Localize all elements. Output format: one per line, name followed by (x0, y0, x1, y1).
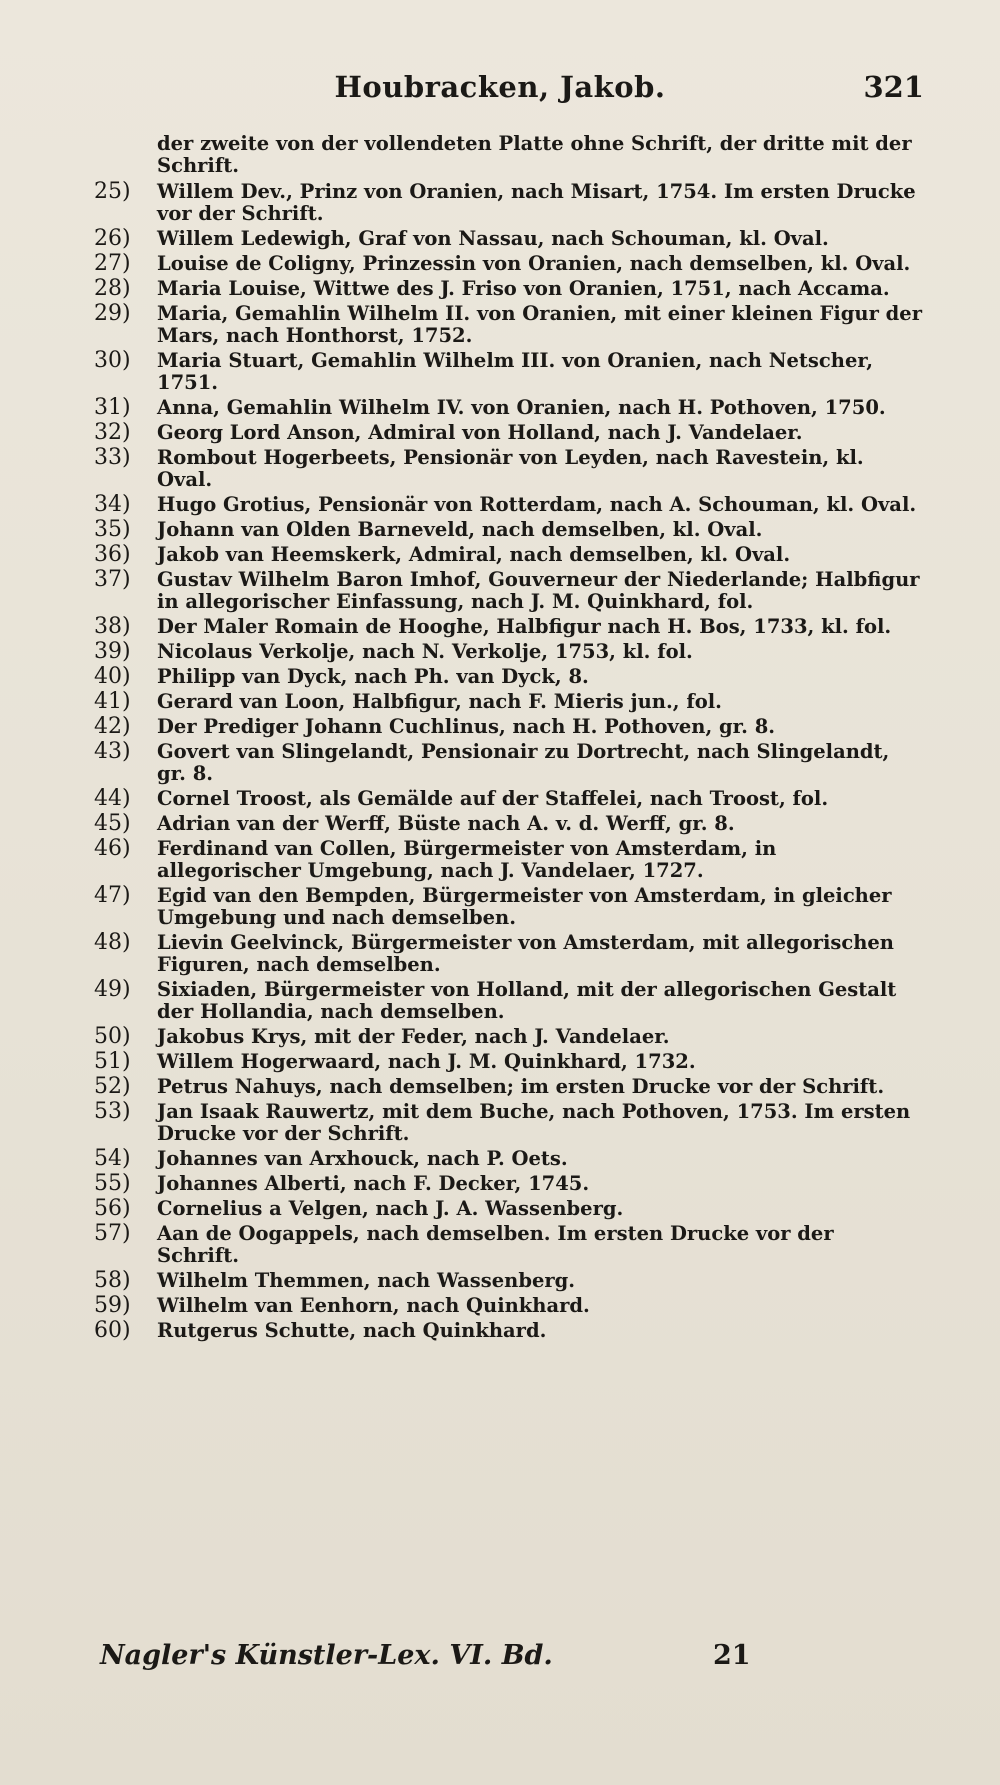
entry-text: Gustav Wilhelm Baron Imhof, Gouverneur der Niederlande; Halbfigur in allegorischer Einfassung, nach J. M. Quinkhard, fol. (157, 568, 920, 613)
entry-number: 52) (94, 1074, 131, 1099)
entry-number: 33) (94, 445, 131, 470)
entry-text: Ferdinand van Collen, Bürgermeister von Amsterdam, in allegorischer Umgebung, nach J. Vandelaer, 1727. (157, 837, 777, 882)
entry-text: Jakobus Krys, mit der Feder, nach J. Vandelaer. (157, 1025, 670, 1048)
entry-text: Nicolaus Verkolje, nach N. Verkolje, 1753, kl. fol. (157, 640, 693, 663)
catalog-entry (94, 811, 922, 836)
entry-number: 50) (94, 1024, 131, 1049)
entry-number: 53) (94, 1099, 131, 1124)
entry-number: 55) (94, 1171, 131, 1196)
entry-number: 44) (94, 786, 131, 811)
entry-text: Willem Hogerwaard, nach J. M. Quinkhard, 1732. (157, 1050, 696, 1073)
signature-mark: 21 (713, 1640, 751, 1671)
catalog-entry (94, 542, 922, 567)
catalog-entry (94, 930, 922, 976)
catalog-entry (94, 226, 922, 251)
entry-text: Willem Dev., Prinz von Oranien, nach Misart, 1754. Im ersten Drucke vor der Schrift. (157, 180, 916, 225)
entry-text: Rombout Hogerbeets, Pensionär von Leyden, nach Ravestein, kl. Oval. (157, 446, 864, 491)
entry-number: 38) (94, 614, 131, 639)
entry-number: 31) (94, 395, 131, 420)
page-number: 321 (863, 70, 924, 104)
entry-text: Louise de Coligny, Prinzessin von Oranien, nach demselben, kl. Oval. (157, 252, 911, 275)
entry-text: Philipp van Dyck, nach Ph. van Dyck, 8. (157, 665, 589, 688)
catalog-entry (94, 614, 922, 639)
entry-number: 32) (94, 420, 131, 445)
entry-text: Jakob van Heemskerk, Admiral, nach demselben, kl. Oval. (157, 543, 791, 566)
continuation-paragraph: der zweite von der vollendeten Platte ohne Schrift, der dritte mit der Schrift. (157, 132, 912, 177)
page-footer (0, 1640, 1000, 1680)
catalog-entry (94, 786, 922, 811)
catalog-entry (94, 567, 922, 613)
catalog-entry (94, 1146, 922, 1171)
entry-text: Rutgerus Schutte, nach Quinkhard. (157, 1319, 547, 1342)
entry-text: Adrian van der Werff, Büste nach A. v. d. Werff, gr. 8. (157, 812, 735, 835)
entry-number: 43) (94, 739, 131, 764)
entry-number: 28) (94, 276, 131, 301)
entry-number: 27) (94, 251, 131, 276)
entry-number: 34) (94, 492, 131, 517)
entry-text: Hugo Grotius, Pensionär von Rotterdam, nach A. Schouman, kl. Oval. (157, 493, 917, 516)
entry-number: 59) (94, 1293, 131, 1318)
entry-number: 30) (94, 348, 131, 373)
catalog-entry (94, 276, 922, 301)
catalog-entry (94, 1049, 922, 1074)
entry-number: 45) (94, 811, 131, 836)
entry-number: 56) (94, 1196, 131, 1221)
entry-text: Wilhelm van Eenhorn, nach Quinkhard. (157, 1294, 590, 1317)
entry-text: Egid van den Bempden, Bürgermeister von Amsterdam, in gleicher Umgebung und nach demselben. (157, 884, 892, 929)
entry-text: Sixiaden, Bürgermeister von Holland, mit der allegorischen Gestalt der Hollandia, nach demselben. (157, 978, 897, 1023)
footer-source: Nagler's Künstler-Lex. VI. Bd. (100, 1640, 553, 1671)
entry-number: 57) (94, 1221, 131, 1246)
entry-number: 48) (94, 930, 131, 955)
entry-text: Cornel Troost, als Gemälde auf der Staffelei, nach Troost, fol. (157, 787, 829, 810)
entry-text: Aan de Oogappels, nach demselben. Im ersten Drucke vor der Schrift. (157, 1222, 834, 1267)
entry-text: Der Maler Romain de Hooghe, Halbfigur nach H. Bos, 1733, kl. fol. (157, 615, 892, 638)
catalog-entry (94, 689, 922, 714)
entry-number: 41) (94, 689, 131, 714)
catalog-entry (94, 836, 922, 882)
entry-number: 40) (94, 664, 131, 689)
catalog-entry (94, 1024, 922, 1049)
entry-text: Maria Stuart, Gemahlin Wilhelm III. von Oranien, nach Netscher, 1751. (157, 349, 874, 394)
catalog-entry (94, 1074, 922, 1099)
entry-text: Georg Lord Anson, Admiral von Holland, nach J. Vandelaer. (157, 421, 803, 444)
entry-text: Johann van Olden Barneveld, nach demselben, kl. Oval. (157, 518, 763, 541)
catalog-entry (94, 179, 922, 225)
entry-number: 60) (94, 1318, 131, 1343)
catalog-entry (94, 1293, 922, 1318)
catalog-entry (94, 445, 922, 491)
entry-number: 26) (94, 226, 131, 251)
entry-text: Anna, Gemahlin Wilhelm IV. von Oranien, nach H. Pothoven, 1750. (157, 396, 886, 419)
entry-text: Maria Louise, Wittwe des J. Friso von Oranien, 1751, nach Accama. (157, 277, 890, 300)
entry-number: 49) (94, 977, 131, 1002)
entry-text: Wilhelm Themmen, nach Wassenberg. (157, 1269, 576, 1292)
entry-number: 42) (94, 714, 131, 739)
catalog-entry (94, 1099, 922, 1145)
page-title: Houbracken, Jakob. (334, 70, 666, 104)
entry-text: Maria, Gemahlin Wilhelm II. von Oranien, mit einer kleinen Figur der Mars, nach Honthorst, 1752. (157, 302, 922, 347)
entry-number: 37) (94, 567, 131, 592)
catalog-entry (94, 714, 922, 739)
entry-number: 54) (94, 1146, 131, 1171)
catalog-entry (94, 977, 922, 1023)
entry-text: Johannes Alberti, nach F. Decker, 1745. (157, 1172, 590, 1195)
entry-number: 58) (94, 1268, 131, 1293)
catalog-entry (94, 1171, 922, 1196)
entry-text: Govert van Slingelandt, Pensionair zu Dortrecht, nach Slingelandt, gr. 8. (157, 740, 890, 785)
catalog-entry (94, 664, 922, 689)
running-header (0, 70, 1000, 114)
catalog-entry (94, 883, 922, 929)
entry-text: Jan Isaak Rauwertz, mit dem Buche, nach Pothoven, 1753. Im ersten Drucke vor der Schrift. (157, 1100, 911, 1145)
entry-number: 29) (94, 301, 131, 326)
catalog-entry (94, 1196, 922, 1221)
catalog-entry (94, 739, 922, 785)
entry-text: Der Prediger Johann Cuchlinus, nach H. Pothoven, gr. 8. (157, 715, 776, 738)
catalog-entry (94, 420, 922, 445)
catalog-entry (94, 492, 922, 517)
entry-list (0, 133, 1000, 1345)
entry-text: Willem Ledewigh, Graf von Nassau, nach Schouman, kl. Oval. (157, 227, 829, 250)
entry-text: Johannes van Arxhouck, nach P. Oets. (157, 1147, 568, 1170)
entry-text: Gerard van Loon, Halbfigur, nach F. Mieris jun., fol. (157, 690, 722, 713)
entry-number: 35) (94, 517, 131, 542)
catalog-entry (94, 301, 922, 347)
entry-text: Lievin Geelvinck, Bürgermeister von Amsterdam, mit allegorischen Figuren, nach demselben. (157, 931, 894, 976)
catalog-entry (94, 395, 922, 420)
catalog-entry (94, 639, 922, 664)
entry-text: Petrus Nahuys, nach demselben; im ersten Drucke vor der Schrift. (157, 1075, 885, 1098)
catalog-entry (94, 1221, 922, 1267)
entry-number: 36) (94, 542, 131, 567)
entry-text: Cornelius a Velgen, nach J. A. Wassenberg. (157, 1197, 624, 1220)
catalog-entry (94, 517, 922, 542)
catalog-entry (94, 251, 922, 276)
entry-number: 25) (94, 179, 131, 204)
catalog-entry (94, 1268, 922, 1293)
entry-number: 47) (94, 883, 131, 908)
entry-number: 39) (94, 639, 131, 664)
catalog-entry (94, 1318, 922, 1343)
catalog-entry (94, 348, 922, 394)
entry-number: 46) (94, 836, 131, 861)
entry-number: 51) (94, 1049, 131, 1074)
